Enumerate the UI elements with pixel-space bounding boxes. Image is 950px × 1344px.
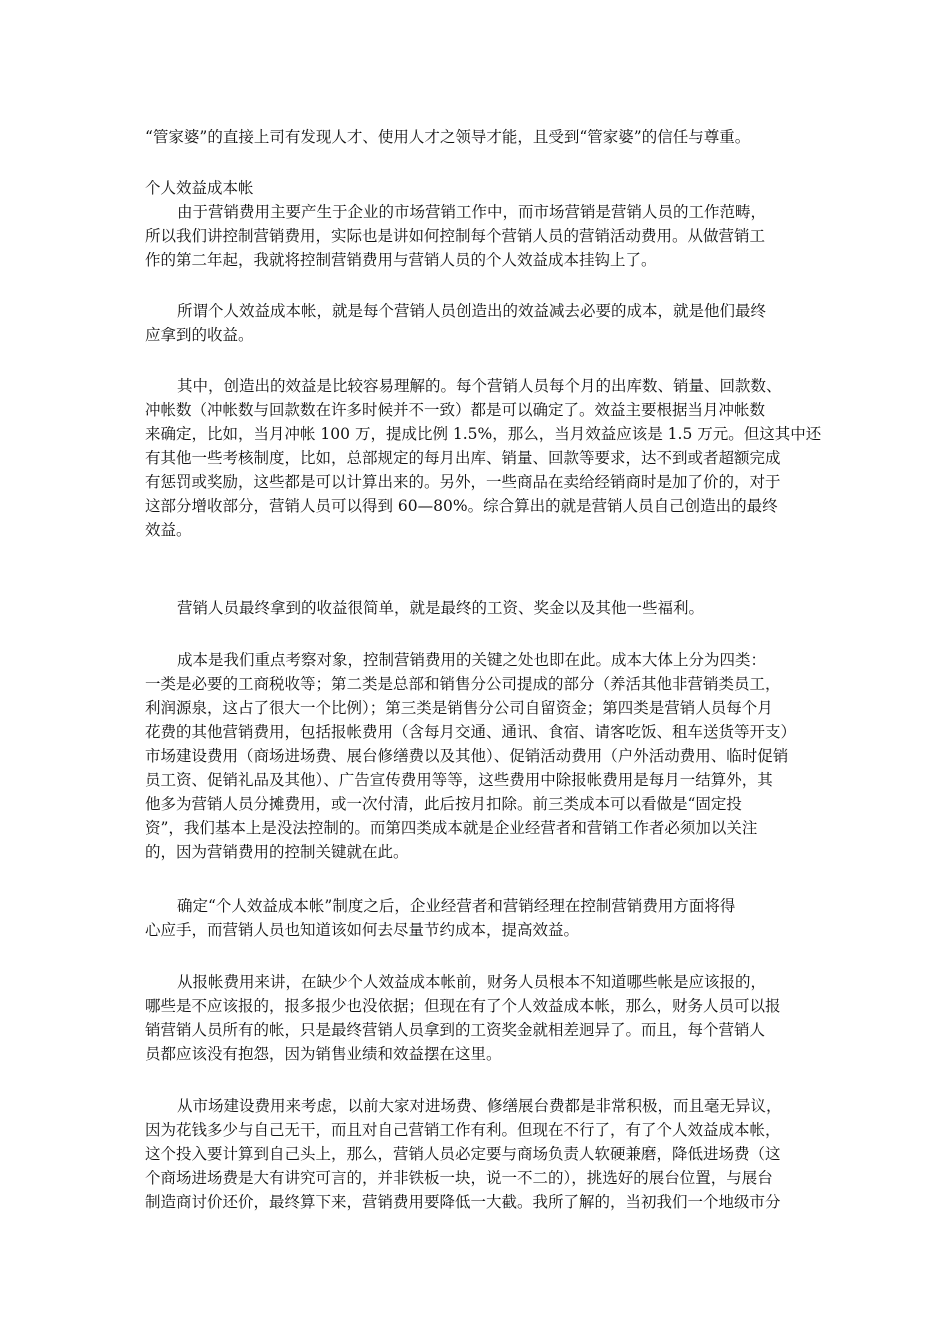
text-line: 营销人员最终拿到的收益很简单，就是最终的工资、奖金以及其他一些福利。 [177,599,705,617]
text-line: 作的第二年起，我就将控制营销费用与营销人员的个人效益成本挂钩上了。 [145,251,657,269]
text-line: 从市场建设费用来考虑，以前大家对进场费、修缮展台费都是非常积极，而且毫无异议， [177,1097,782,1115]
text-line: 的，因为营销费用的控制关键就在此。 [145,843,409,861]
text-line: 有惩罚或奖励，这些都是可以计算出来的。另外，一些商品在卖给经销商时是加了价的，对于 [145,473,781,491]
text-line: 因为花钱多少与自己无干，而且对自己营销工作有利。但现在不行了，有了个人效益成本帐， [145,1121,781,1139]
text-line: 由于营销费用主要产生于企业的市场营销工作中，而市场营销是营销人员的工作范畴， [177,203,767,221]
text-line: 确定“个人效益成本帐”制度之后，企业经营者和营销经理在控制营销费用方面将得 [177,897,736,915]
text-line: 成本是我们重点考察对象，控制营销费用的关键之处也即在此。成本大体上分为四类： [177,651,767,669]
text-line: 个商场进场费是大有讲究可言的，并非铁板一块，说一不二的），挑选好的展台位置，与展台 [145,1169,773,1187]
text-line: 这个投入要计算到自己头上，那么，营销人员必定要与商场负责人软硬兼磨，降低进场费（这 [145,1145,781,1163]
text-line: 花费的其他营销费用，包括报帐费用（含每月交通、通讯、食宿、请客吃饭、租车送货等开支） [145,723,797,741]
text-line: 他多为营销人员分摊费用，或一次付清，此后按月扣除。前三类成本可以看做是“固定投 [145,795,742,813]
text-line: 利润源泉，这占了很大一个比例）；第三类是销售分公司自留资金；第四类是营销人员每个月 [145,699,773,717]
text-line: 来确定，比如，当月冲帐 100 万，提成比例 1.5%，那么，当月效益应该是 1.5 万元。但这其中还 [145,425,822,443]
text-line: 制造商讨价还价，最终算下来，营销费用要降低一大截。我所了解的，当初我们一个地级市分 [145,1193,781,1211]
text-line: 资”，我们基本上是没法控制的。而第四类成本就是企业经营者和营销工作者必须加以关注 [145,819,758,837]
text-line: 冲帐数（冲帐数与回款数在许多时候并不一致）都是可以确定了。效益主要根据当月冲帐数 [145,401,766,419]
text-line: 哪些是不应该报的，报多报少也没依据；但现在有了个人效益成本帐，那么，财务人员可以报 [145,997,781,1015]
text-line: 应拿到的收益。 [145,326,254,344]
text-line: 其中，创造出的效益是比较容易理解的。每个营销人员每个月的出库数、销量、回款数、 [177,377,782,395]
text-line: “管家婆”的直接上司有发现人才、使用人才之领导才能，且受到“管家婆”的信任与尊重。 [145,128,751,146]
text-line: 效益。 [145,521,192,539]
section-heading: 个人效益成本帐 [145,179,254,197]
text-line: 从报帐费用来讲，在缺少个人效益成本帐前，财务人员根本不知道哪些帐是应该报的， [177,973,767,991]
text-line: 所以我们讲控制营销费用，实际也是讲如何控制每个营销人员的营销活动费用。从做营销工 [145,227,766,245]
text-line: 员工资、促销礼品及其他）、广告宣传费用等等，这些费用中除报帐费用是每月一结算外，其 [145,771,773,789]
text-line: 这部分增收部分，营销人员可以得到 60—80%。综合算出的就是营销人员自己创造出的最终 [145,497,778,515]
text-line: 市场建设费用（商场进场费、展台修缮费以及其他）、促销活动费用（户外活动费用、临时促销 [145,747,789,765]
text-line: 所谓个人效益成本帐，就是每个营销人员创造出的效益减去必要的成本，就是他们最终 [177,302,767,320]
text-line: 一类是必要的工商税收等；第二类是总部和销售分公司提成的部分（养活其他非营销类员工， [145,675,781,693]
text-line: 心应手，而营销人员也知道该如何去尽量节约成本，提高效益。 [145,921,580,939]
text-line: 销营销人员所有的帐，只是最终营销人员拿到的工资奖金就相差迥异了。而且，每个营销人 [145,1021,766,1039]
text-line: 员都应该没有抱怨，因为销售业绩和效益摆在这里。 [145,1045,502,1063]
text-line: 有其他一些考核制度，比如，总部规定的每月出库、销量、回款等要求，达不到或者超额完成 [145,449,781,467]
